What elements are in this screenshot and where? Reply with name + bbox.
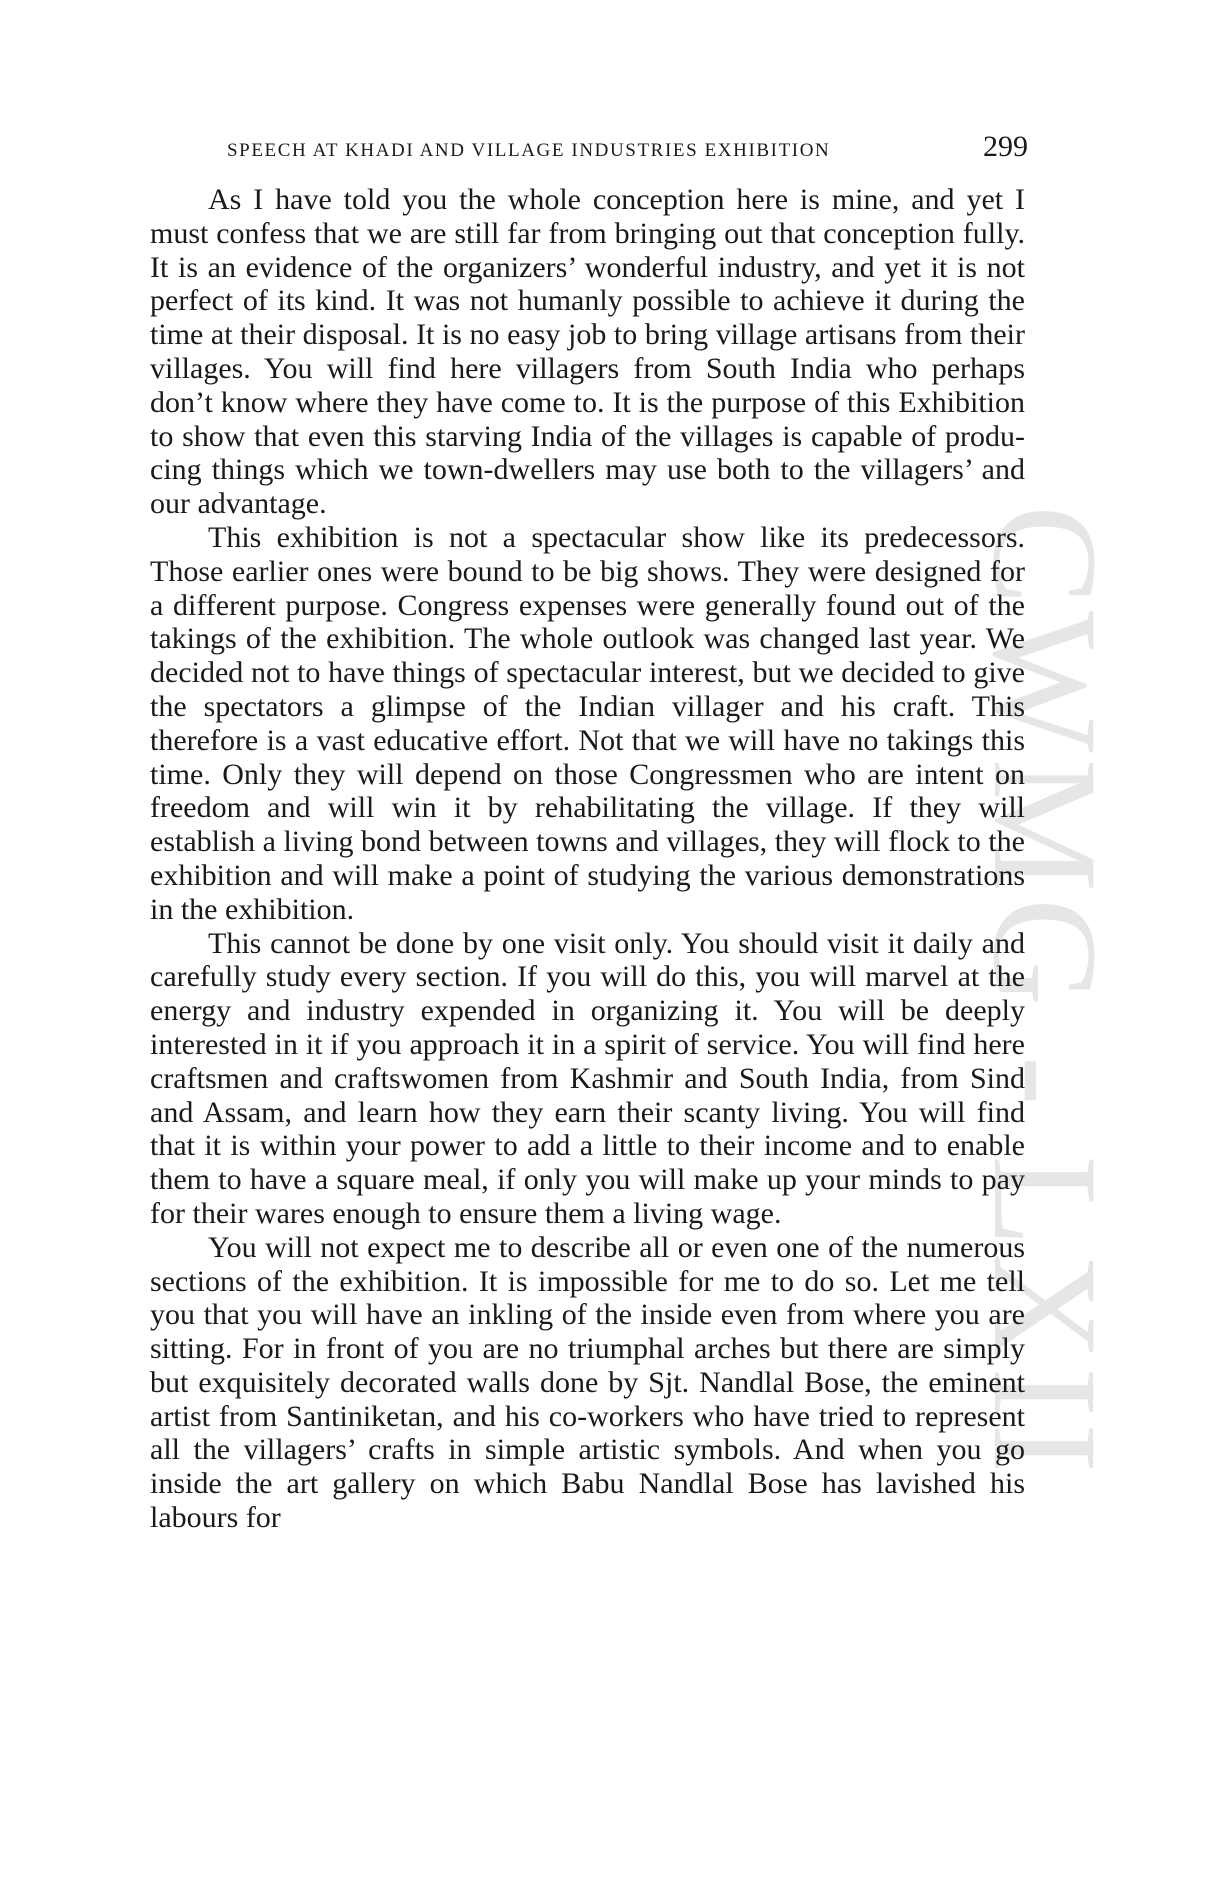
paragraph: This cannot be done by one visit only. You should visit it daily and carefully study every section. If you will do this, you will marvel at the energy and industry expended in organizing it. You will be deeply interested in it if you approach it in a spirit of service. You will find here craftsmen and craftswomen from Kashmir and South India, from Sind and Assam, and learn how they earn their scanty living. You will find that it is within your power to add a little to their income and to enable them to have a square meal, if only you will make up your minds to pay for their wares enough to ensure them a living wage. [150,926,1025,1230]
running-head [227,130,1028,166]
running-title: SPEECH AT KHADI AND VILLAGE INDUSTRIES EXHIBITION [227,140,831,161]
body-text [150,183,1025,1535]
paragraph: This exhibition is not a spectacular show like its predecessors. Those earlier ones were bound to be big shows. They were designed for a different purpose. Congress expenses were generally found out of the takings of the exhibition. The whole outlook was changed last year. We decided not to have things of spectacular interest, but we decided to give the spectators a glimpse of the Indian villager and his craft. This therefore is a vast educative effort. Not that we will have no takings this time. Only they will depend on those Congressmen who are intent on freedom and will win it by rehabilitating the village. If they will establish a living bond between towns and villages, they will flock to the exhibition and will make a point of studying the various demonstrations in the exhibition. [150,520,1025,926]
paragraph: As I have told you the whole conception here is mine, and yet I must confess that we are still far from bringing out that conception fully. It is an evidence of the organizers’ wonderful industry, and yet it is not perfect of its kind. It was not humanly possible to achieve it during the time at their disposal. It is no easy job to bring village artisans from their villages. You will find here villagers from South India who perhaps don’t know where they have come to. It is the purpose of this Exhibition to show that even this starving India of the villages is capable of producing things which we town-dwellers may use both to the villagers’ and our advantage. [150,183,1025,521]
watermark: CWMG - LXII [962,505,1128,1480]
page-number: 299 [983,130,1028,163]
paragraph: You will not expect me to describe all or even one of the numerous sections of the exhibition. It is impossible for me to do so. Let me tell you that you will have an inkling of the inside even from where you are sitting. For in front of you are no triumphal arches but there are simply but exquisitely decorated walls done by Sjt. Nandlal Bose, the eminent artist from Santiniketan, and his co-workers who have tried to represent all the villagers’ crafts in simple artistic symbols. And when you go inside the art gallery on which Babu Nandlal Bose has lavished his labours for [150,1230,1025,1535]
